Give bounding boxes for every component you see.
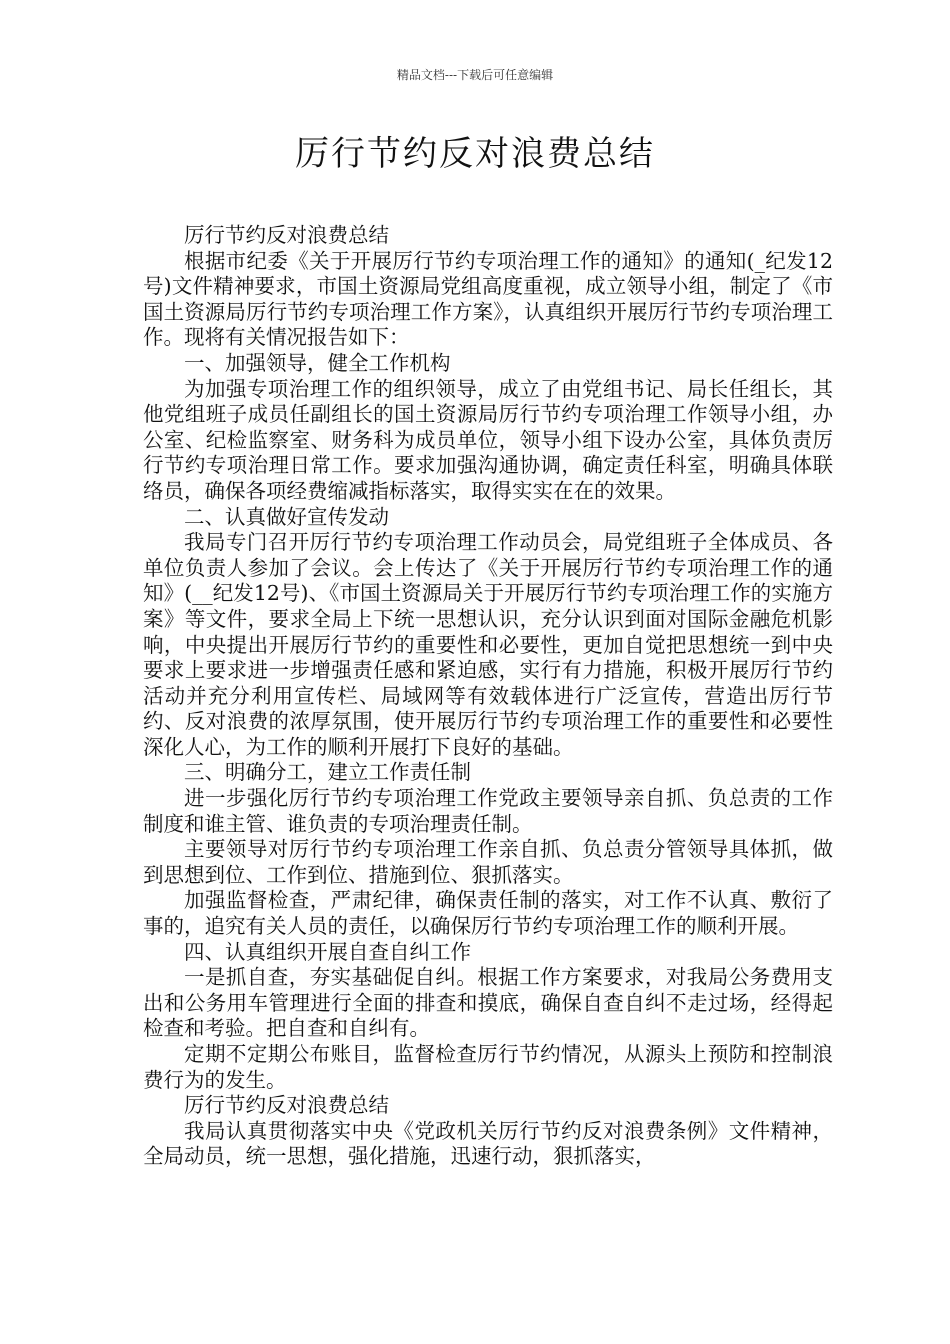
- paragraph: 加强监督检查，严肃纪律，确保责任制的落实，对工作不认真、敷衍了事的，追究有关人员的责任，以确保厉行节约专项治理工作的顺利开展。: [143, 888, 833, 939]
- section-heading-3: 三、明确分工，建立工作责任制: [184, 760, 471, 785]
- paragraph: 我局专门召开厉行节约专项治理工作动员会，局党组班子全体成员、各单位负责人参加了会议。会上传达了《关于开展厉行节约专项治理工作的通知》(__纪发12号)、《市国土资源局关于开展厉行节约专项治理工作的实施方案》等文件，要求全局上下统一思想认识，充分认识到面对国际金融危机影响，中央提出开展厉行节约的重要性和必要性，更加自觉把思想统一到中央要求上要求进一步增强责任感和紧迫感，实行有力措施，积极开展厉行节约活动并充分利用宣传栏、局域网等有效载体进行广泛宣传，营造出厉行节约、反对浪费的浓厚氛围，使开展厉行节约专项治理工作的重要性和必要性深化人心，为工作的顺利开展打下良好的基础。: [143, 530, 833, 759]
- paragraph: 进一步强化厉行节约专项治理工作党政主要领导亲自抓、负总责的工作制度和谁主管、谁负责的专项治理责任制。: [143, 786, 833, 836]
- paragraph: 为加强专项治理工作的组织领导，成立了由党组书记、局长任组长，其他党组班子成员任副组长的国土资源局厉行节约专项治理工作领导小组，办公室、纪检监察室、财务科为成员单位，领导小组下设办公室，具体负责厉行节约专项治理日常工作。要求加强沟通协调，确定责任科室，明确具体联络员，确保各项经费缩减指标落实，取得实实在在的效果。: [143, 376, 833, 503]
- document-body: [143, 223, 833, 1170]
- paragraph: 我局认真贯彻落实中央《党政机关厉行节约反对浪费条例》文件精神，全局动员，统一思想，强化措施，迅速行动，狠抓落实，: [143, 1118, 833, 1169]
- paragraph-subtitle: 厉行节约反对浪费总结: [184, 223, 389, 247]
- paragraph: 定期不定期公布账目，监督检查厉行节约情况，从源头上预防和控制浪费行为的发生。: [143, 1042, 833, 1092]
- paragraph-subtitle-repeat: 厉行节约反对浪费总结: [184, 1093, 389, 1118]
- paragraph: 一是抓自查，夯实基础促自纠。根据工作方案要求，对我局公务费用支出和公务用车管理进行全面的排查和摸底，确保自查自纠不走过场，经得起检查和考验。把自查和自纠有。: [143, 965, 833, 1041]
- paragraph-intro: 根据市纪委《关于开展厉行节约专项治理工作的通知》的通知(_纪发12号)文件精神要求，市国土资源局党组高度重视，成立领导小组，制定了《市国土资源局厉行节约专项治理工作方案》，认真组织开展厉行节约专项治理工作。现将有关情况报告如下：: [143, 248, 833, 350]
- header-note: 精品文档---下载后可任意编辑: [396, 68, 554, 82]
- paragraph: 主要领导对厉行节约专项治理工作亲自抓、负总责分管领导具体抓，做到思想到位、工作到位、措施到位、狠抓落实。: [143, 837, 833, 887]
- section-heading-4: 四、认真组织开展自查自纠工作: [184, 939, 471, 964]
- section-heading-2: 二、认真做好宣传发动: [184, 504, 389, 529]
- document-title: 厉行节约反对浪费总结: [295, 134, 655, 174]
- section-heading-1: 一、加强领导，健全工作机构: [184, 350, 451, 375]
